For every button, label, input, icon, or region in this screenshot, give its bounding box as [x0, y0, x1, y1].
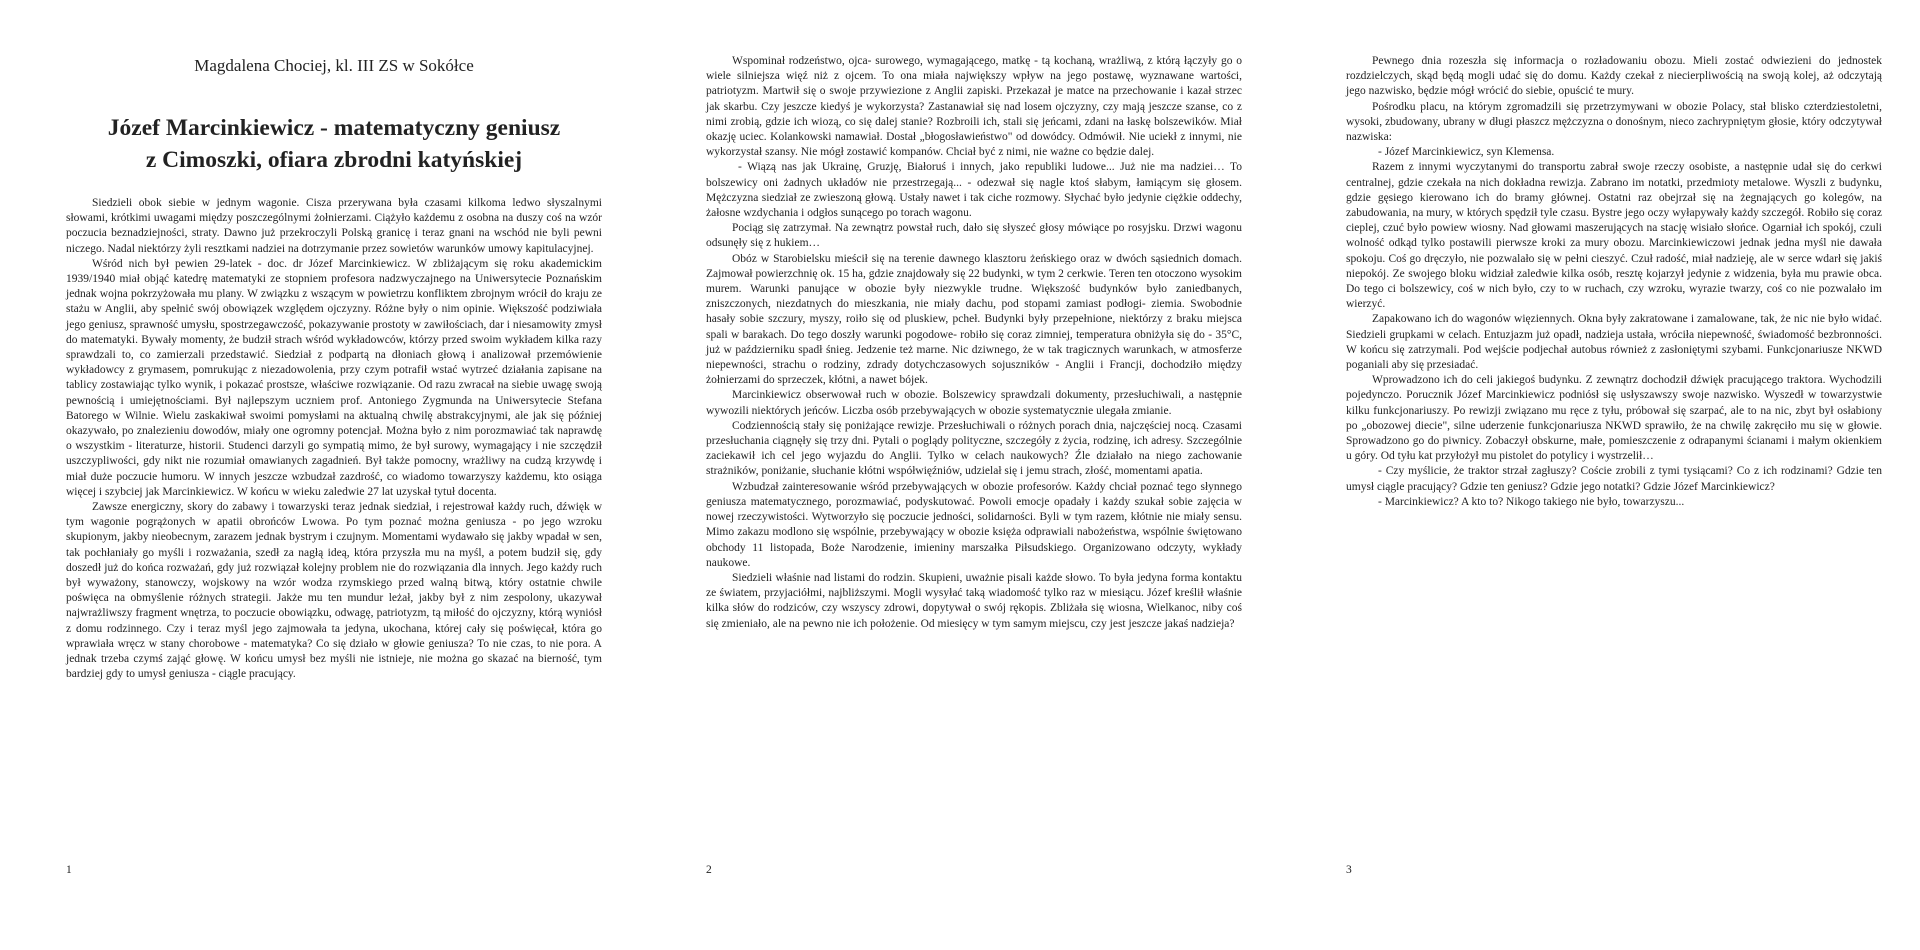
- paragraph: Razem z innymi wyczytanymi do transportu zabrał swoje rzeczy osobiste, a następnie udał się do cerkwi centralnej, gdzie czekała na nich dokładna rewizja. Zabrano im notatki, przedmioty metalowe. Wyszli z budynku, gdzie gęsiego kierowano ich do bramy głównej. Ostatni raz obejrzał się na żegnających go kolegów, na zabudowania, na mury, w których spędził tyle czasu. Bystre jego oczy wyłapywały każdy szczegół. Robiło się coraz cieplej, czuć było powiew wiosny. Nad głowami maszerujących na stację wisiało słońce. Ogarniał ich spokój, czuli wolność odkąd tylko postawili pierwsze kroki za mury obozu. Marcinkiewiczowi jednak jedna myśl nie dawała spokoju. Coś go dręczyło, nie pozwalało się w pełni cieszyć. Czuł radość, miał nadzieję, ale w serce wdarł się jakiś niepokój. Ze swojego bloku widział zaledwie kilka osób, resztę kojarzył jedynie z widzenia, była mu prawie obca. Do tego ci bolszewicy, coś w nich było, czy to w ruchach, czy wzroku, wyrazie twarzy, coś co nie pozwalało im wierzyć.: [1346, 161, 1882, 311]
- paragraph: Siedzieli obok siebie w jednym wagonie. Cisza przerywana była czasami kilkoma ledwo słyszalnymi słowami, krótkimi uwagami między poszczególnymi żołnierzami. Ciążyło każdemu z osobna na duszy coś na wzór poczucia beznadziejności, straty. Dawno już przekroczyli Polską granicę i teraz gnani na wschód nie byli pewni niczego. Nadal niektórzy żyli resztkami nadziei na dotrzymanie przez sowietów warunków umowy kapitulacyjnej.: [66, 197, 602, 255]
- paragraph: Pewnego dnia rozeszła się informacja o rozładowaniu obozu. Mieli zostać odwiezieni do jednostek rozdzielczych, skąd będą mogli udać się do domu. Każdy czekał z niecierpliwością na swoją kolej, aż odczytają jego nazwisko, będzie mógł wrócić do siebie, opuścić te mury.: [1346, 55, 1882, 98]
- paragraph: Obóz w Starobielsku mieścił się na terenie dawnego klasztoru żeńskiego oraz w dwóch sąsiednich domach. Zajmował powierzchnię ok. 15 ha, gdzie znajdowały się 22 budynki, w tym 2 cerkwie. Teren ten otoczono wysokim murem. Warunki panujące w obozie były niezwykle trudne. Większość budynków było zaniedbanych, zniszczonych, niezdatnych do mieszkania, nie miały dachu, pod stopami zamiast podłogi- ziemia. Swobodnie hasały sobie szczury, myszy, roiło się od pluskiew, pcheł. Budynki były przepełnione, niektórzy z braku miejsca spali w barakach. Do tego doszły warunki pogodowe- robiło się coraz zimniej, temperatura obniżyła się do - 35°C, już w październiku spadł śnieg. Jedzenie też marne. Nic dziwnego, że w tak tragicznych warunkach, w atmosferze niepewności, strachu o rodziny, zdrady dotychczasowych sojuszników - Anglii i Francji, dochodziło między żołnierzami do sprzeczek, kłótni, a nawet bójek.: [706, 252, 1242, 387]
- paragraph: Wśród nich był pewien 29-latek - doc. dr Józef Marcinkiewicz. W zbliżającym się roku akademickim 1939/1940 miał objąć katedrę matematyki ze stopniem profesora nadzwyczajnego na Uniwersytecie Poznańskim jednak wojna pokrzyżowała mu plany. W związku z wszącym w powietrzu konfliktem zbrojnym wrócił do kraju ze stażu w Anglii, aby spełnić swój obowiązek względem ojczyzny. Różne były o nim opinie. Większość podziwiała jego geniusz, sprawność umysłu, spostrzegawczość, pokazywanie prostoty w zawiłościach, dar i niesamowity zmysł do matematyki. Bywały momenty, że budził strach wśród wykładowców, którzy przed swoim wykładem kilka razy sprawdzali to, co zamierzali przedstawić. Siedział z podpartą na dłoniach głową i analizował przemówienie wykładowcy z grymasem, pomrukując z niezadowolenia, przy czym potrafił wstać wytrzeć działania zapisane na tablicy zostawiając tylko wynik, i pokazać prostsze, właściwe rozwiązanie. Od razu zwracał na siebie uwagę swoją pewnością i umiejętnościami. Był najlepszym uczniem prof. Antoniego Zygmunda na Uniwersytecie Stefana Batorego w Wilnie. Wielu zaskakiwał swoimi pomysłami na aktualną chwilę abstrakcyjnymi, ale jak się później okazywało, po znalezieniu dowodów, miały one ogromny potencjał. Można było z nim porozmawiać tak naprawdę o wszystkim - literaturze, historii. Studenci darzyli go sympatią mimo, że był surowy, wymagający i nie szczędził uszczypliwości, gdy nikt nie rozumiał omawianych zagadnień. Był także pomocny, wrażliwy na cudzą krzywdę i miał duże poczucie humoru. W innych jeszcze wzbudzał zazdrość, co wiadomo towarzyszy każdemu, kto osiąga więcej i szybciej jak Marcinkiewicz. W końcu w wieku zaledwie 27 lat uzyskał tytuł docenta.: [66, 257, 602, 498]
- paragraph: Codziennością stały się poniżające rewizje. Przesłuchiwali o różnych porach dnia, najczęściej nocą. Czasami przesłuchania ciągnęły się trzy dni. Pytali o poglądy polityczne, szczegóły z życia, rodzinę, ich adresy. Szczególnie zaciekawił ich cel jego wyjazdu do Anglii. Tylko w celach naukowych? Źle działało na niego zachowanie strażników, poniżanie, słuchanie kłótni współwięźniów, udzielał się i jemu strach, złość, momentami apatia.: [706, 419, 1242, 478]
- page-1: [0, 0, 640, 950]
- paragraph: Wzbudzał zainteresowanie wśród przebywających w obozie profesorów. Każdy chciał poznać tego słynnego geniusza matematycznego, porozmawiać, podyskutować. Powoli emocje opadały i każdy szukał sobie zajęcia w nowej rzeczywistości. Wytworzyło się poczucie jedności, solidarności. Byli w tym razem, kłótnie nie miały sensu. Mimo zakazu modlono się wspólnie, przebywający w obozie księża odprawiali nabożeństwa, wspólnie świętowano obchody 11 listopada, Boże Narodzenie, imieniny marszałka Piłsudskiego. Organizowano odczyty, wykłady naukowe.: [706, 480, 1242, 569]
- paragraph: Pośrodku placu, na którym zgromadzili się przetrzymywani w obozie Polacy, stał blisko czterdziestoletni, wysoki, zbudowany, ubrany w długi płaszcz mężczyzna o donośnym, nieco zachrypniętym głosie, który odczytywał nazwiska:: [1346, 100, 1882, 144]
- page-2: [640, 0, 1280, 950]
- title-line-2: z Cimoszki, ofiara zbrodni katyńskiej: [145, 147, 523, 173]
- paragraph: - Marcinkiewicz? A kto to? Nikogo takiego nie było, towarzyszu...: [1378, 495, 1685, 508]
- page-2-body: [706, 54, 1242, 632]
- page-number: 3: [1346, 864, 1352, 876]
- paragraph: Marcinkiewicz obserwował ruch w obozie. Bolszewicy sprawdzali dokumenty, przesłuchiwali, a następnie wywozili niektórych jeńców. Liczba osób przebywających w obozie systematycznie ulegała zmianie.: [706, 389, 1242, 417]
- paragraph: Zapakowano ich do wagonów więziennych. Okna były zakratowane i zamalowane, tak, że nic nie było widać. Siedzieli grupkami w celach. Entuzjazm już opadł, nadzieja ustała, wróciła niepewność, świadomość bezbronności. W końcu się zatrzymali. Pod wejście podjechał autobus również z zasłoniętymi szybami. Funkcjonariusze NKWD poganiali aby się przesiadać.: [1346, 313, 1882, 372]
- paragraph: Zawsze energiczny, skory do zabawy i towarzyski teraz jednak siedział, i rejestrował każdy ruch, dźwięk w tym wagonie pogrążonych w apatii obrońców Lwowa. Po tym poznać można geniusza - po jego wzroku skupionym, jakby nieobecnym, zarazem jednak bystrym i czujnym. Momentami wydawało się jakby wpadał w sen, tak pochłaniały go myśli i rozważania, szedł za nagłą ideą, która przyszła mu na myśl, a potem budził się, gdy doszedł już do końca rozważań, gdy już rozwiązał kolejny problem nie do rozwiązania dla innych. Jego każdy ruch był wyważony, stanowczy, wojskowy na wzór wodza rzymskiego przed walną bitwą, który ostatnie chwile poświęca na obmyślenie różnych strategii. Jakże mu ten mundur leżał, jakby był z nim zespolony, ukazywał najwrażliwszy fragment wnętrza, to poczucie obowiązku, odwagę, patriotyzm, tą miłość do ojczyzny, którą wyniósł z domu rodzinnego. Czy i teraz myśl jego zajmowała ta jedyna, ukochana, której cały się poświęcał, która go wprawiała wręcz w stany chorobowe - matematyka? Co się działo w głowie geniusza? To nie czas, to nie pora. A jednak trzeba czymś zająć głowę. W końcu umysł bez myśli nie istnieje, nie można go skazać na bierność, tym bardziej gdy to umysł geniusza - ciągle pracujący.: [66, 501, 602, 681]
- paragraph: - Czy myślicie, że traktor strzał zagłuszy? Coście zrobili z tymi tysiącami? Co z ich rodzinami? Gdzie ten umysł ciągle pracujący? Gdzie ten geniusz? Gdzie jego notatki? Gdzie Józef Marcinkiewicz?: [1346, 465, 1882, 493]
- page-number: 2: [706, 864, 712, 876]
- author-line: Magdalena Chociej, kl. III ZS w Sokółce: [194, 56, 474, 75]
- document-title: [66, 112, 602, 176]
- title-line-1: Józef Marcinkiewicz - matematyczny geniusz: [107, 115, 561, 141]
- page-3-body: [1346, 54, 1882, 510]
- paragraph: Pociąg się zatrzymał. Na zewnątrz powstał ruch, dało się słyszeć głosy mówiące po rosyjsku. Drzwi wagonu odsunęły się z hukiem…: [706, 222, 1242, 250]
- paragraph: Wspominał rodzeństwo, ojca- surowego, wymagającego, matkę - tą kochaną, wrażliwą, z którą łączyły go o wiele silniejsza więź niż z ojcem. To ona miała największy wpływ na jego postawę, wyznawane wartości, patriotyzm. Martwił się o swoje przywiezione z Anglii zapiski. Przekazał je matce na przechowanie i kazał strzec jak skarbu. Czy jeszcze kiedyś je wykorzysta? Zastanawiał się nad losem ojczyzny, czy mają jeszcze szanse, co z nimi zrobią, gdzie ich wiozą, co się dalej stanie? Rozbroili ich, stali się jeńcami, zdani na łaskę bolszewików. Miał okazję uciec. Kolankowski namawiał. Dostał „błogosławieństwo" od dowódcy. Odmówił. Nie uciekł z innymi, nie wykorzystał szansy. Nie mógł zostawić kompanów. Chciał być z nimi, nie ważne co będzie dalej.: [706, 55, 1242, 159]
- paragraph: Wprowadzono ich do celi jakiegoś budynku. Z zewnątrz dochodził dźwięk pracującego traktora. Wychodzili pojedynczo. Porucznik Józef Marcinkiewicz podniósł się usłyszawszy swoje nazwisko. Wyszedł w towarzystwie kilku funkcjonariuszy. Po rewizji związano mu ręce z tyłu, próbował się szarpać, ale to na nic, zbyt był osłabiony po „obozowej diecie", silne uderzenie funkcjonariusza NKWD sprawiło, że na chwilę zakręciło mu się w głowie. Sprowadzono go do piwnicy. Zobaczył obskurne, małe, pomieszczenie z odrapanymi ścianami i małym okienkiem u góry. Od tyłu kat przyłożył mu pistolet do potylicy i wystrzelił…: [1346, 374, 1882, 463]
- paragraph: Siedzieli właśnie nad listami do rodzin. Skupieni, uważnie pisali każde słowo. To była jedyna forma kontaktu ze światem, przyjaciółmi, najbliższymi. Mogli wysyłać taką wiadomość tylko raz w miesiącu. Józef kreślił właśnie kilka słów do rodziców, czy wszyscy zdrowi, dopytywał o swój rękopis. Zbliżała się wiosna, Wielkanoc, niby coś się zmieniało, ale na pewno nie ich położenie. Od miesięcy w tym samym miejscu, czy jest jeszcze jakaś nadzieja?: [706, 571, 1242, 630]
- page-number: 1: [66, 864, 72, 876]
- page-1-body: [66, 196, 602, 683]
- paragraph: - Józef Marcinkiewicz, syn Klemensa.: [1378, 146, 1555, 159]
- page-3: [1280, 0, 1920, 950]
- paragraph: - Wiązą nas jak Ukrainę, Gruzję, Białoruś i innych, jako republiki ludowe... Już nie ma nadziei… To bolszewicy oni żadnych układów nie przestrzegają... - odezwał się nagle ktoś słabym, łamiącym się głosem. Mężczyzna siedział ze zwieszoną głową. Ustały nawet i tak ciche rozmowy. Słychać było jedynie ciężkie oddechy, żałosne wzdychania i odgłos sunącego po torach wagonu.: [706, 161, 1242, 220]
